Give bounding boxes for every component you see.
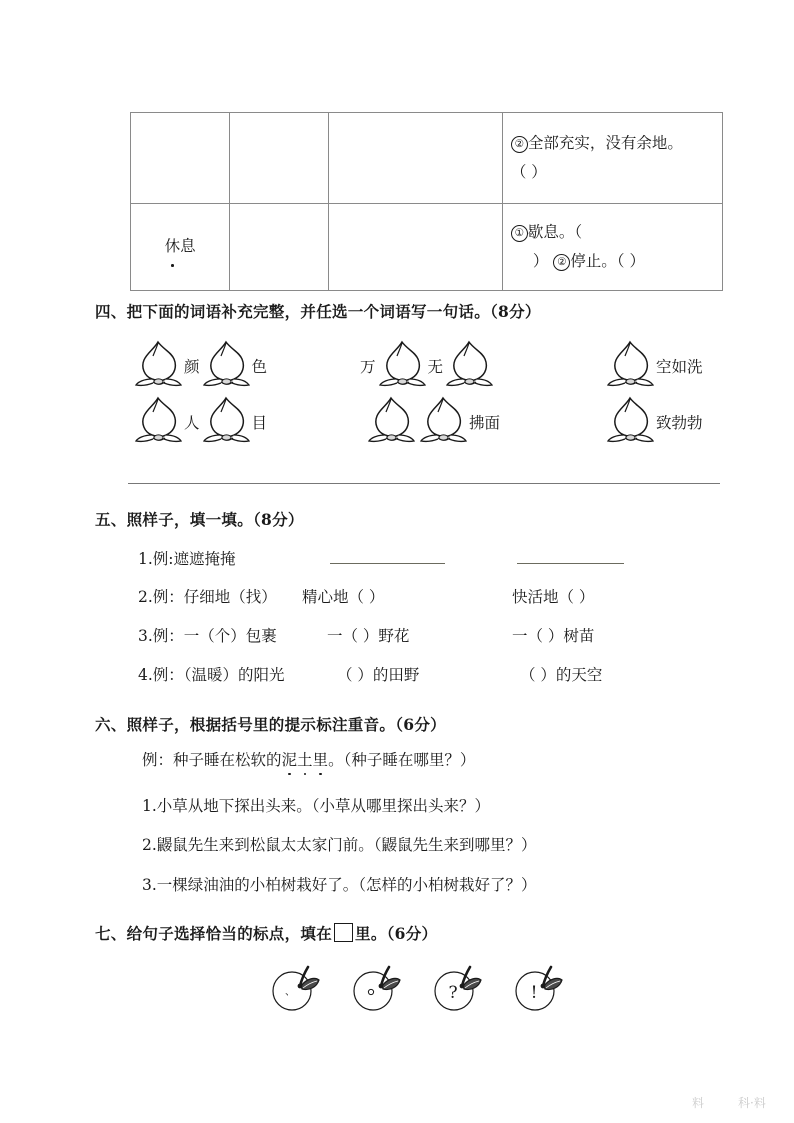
section4-group-1 [132,338,267,393]
table-cell-col2 [230,204,328,291]
apple-mark: ! [530,983,538,1003]
watermark-left: 料 [692,1096,705,1110]
word-first-char: 休 [165,232,181,261]
section6-item-2[interactable] [142,833,537,855]
section5-item-3-a[interactable]: 一（ ）野花 [327,627,410,645]
section5-item-3 [138,624,277,646]
heading-after: 里。（6分） [355,924,438,943]
section4-group-4 [132,394,267,449]
section4-heading: 四、把下面的词语补充完整，并任选一个词语写一句话。（8分） [95,302,541,321]
section4-char: 人 [184,413,200,432]
watermark-right: 科·料 [738,1096,766,1110]
item-number: 4. [138,666,153,684]
section4-char: 空如洗 [656,357,703,376]
peach-blank-icon[interactable] [417,394,469,449]
section7-heading [95,922,437,944]
peach-blank-icon[interactable] [132,338,184,393]
section6-item-3[interactable] [142,873,537,895]
section4-char: 色 [251,357,268,376]
section4-group-5 [365,394,500,449]
item-example: 例:遮遮掩掩 [152,550,236,568]
section5-item-2-b[interactable]: 快活地（ ） [512,588,595,606]
item-number: 3. [142,876,157,894]
section4-group-6 [604,394,703,449]
heading-before: 七、给句子选择恰当的标点，填在 [95,924,333,943]
peach-blank-icon[interactable] [365,394,417,449]
meaning-blank[interactable]: （ ） [510,163,547,181]
example-dotted: 泥土里 [282,751,329,769]
peach-blank-icon[interactable] [200,394,252,449]
table-row [131,204,723,291]
meaning-number: ① [511,225,528,242]
peach-blank-icon[interactable] [200,338,252,393]
apple-mark: 、 [285,987,295,998]
section5-item-2 [138,585,277,607]
meaning-text: 全部充实，没有余地。 [527,133,683,152]
table-cell-meaning [502,113,722,204]
section6-heading: 六、照样子，根据括号里的提示标注重音。（6分） [95,715,446,734]
answer-blank-line[interactable] [517,563,624,564]
table-cell-word [131,204,230,291]
vocabulary-table [130,112,723,291]
meaning-blank: ） [532,252,549,270]
section4-char: 无 [427,357,444,376]
section4-group-3 [604,338,703,393]
table-cell-col3 [328,204,502,291]
meaning-text: 歇息。（ [527,222,583,241]
peach-blank-icon[interactable] [604,394,656,449]
meaning-second[interactable] [511,247,714,276]
question-apple-icon[interactable] [430,958,485,1018]
section5-item-2-a[interactable]: 精心地（ ） [302,588,385,606]
item-number: 1. [142,797,157,815]
punctuation-apple-row [268,958,592,1018]
item-number: 2. [142,836,157,854]
section5-heading: 五、照样子，填一填。（8分） [95,510,304,529]
meaning2-number: ② [553,254,570,271]
meaning-number: ② [511,136,528,153]
section4-char: 万 [360,357,376,376]
item-text: 小草从地下探出头来。（小草从哪里探出头来？） [156,797,491,815]
table-cell-col3 [328,113,502,204]
comma-apple-icon[interactable] [268,958,323,1018]
peach-blank-icon[interactable] [604,338,656,393]
section5-item-4-b[interactable]: （ ）的天空 [520,666,603,684]
section5-item-1 [138,547,236,569]
table-cell-col2 [230,113,328,204]
item-text: 鼹鼠先生来到松鼠太太家门前。（鼹鼠先生来到哪里？） [156,836,537,854]
item-text: 一棵绿油油的小柏树栽好了。（怎样的小柏树栽好了？） [156,876,537,894]
section4-char: 致勃勃 [656,413,703,432]
meaning2-text: 停止。（ ） [570,252,645,270]
item-number: 3. [138,627,153,645]
section-divider [128,483,720,484]
answer-blank-line[interactable] [330,563,445,564]
section4-char: 拂面 [469,413,501,432]
table-cell-word [131,113,230,204]
period-apple-icon[interactable] [349,958,404,1018]
section4-char: 颜 [184,357,200,376]
apple-mark: ? [448,983,458,1003]
table-row [131,113,723,204]
item-example: 例：一（个）包裹 [152,627,277,645]
item-example: 例：（温暖）的阳光 [152,666,285,684]
section5-item-4 [138,663,285,685]
example-suffix: 。（种子睡在哪里？） [328,751,476,769]
section6-example [142,748,475,770]
section4-char: 目 [251,413,268,432]
item-number: 1. [138,550,153,568]
table-cell-meaning [502,204,722,291]
section5-item-4-a[interactable]: （ ）的田野 [337,666,420,684]
word-rest: 息 [180,237,196,256]
peach-blank-icon[interactable] [132,394,184,449]
example-prefix: 例：种子睡在松软的 [142,751,282,769]
answer-square-box[interactable] [334,923,353,942]
section6-item-1[interactable] [142,794,490,816]
item-example: 例：仔细地（找） [152,588,277,606]
peach-blank-icon[interactable] [376,338,428,393]
peach-blank-icon[interactable] [443,338,495,393]
item-number: 2. [138,588,153,606]
section4-group-2 [360,338,495,393]
section5-item-3-b[interactable]: 一（ ）树苗 [512,627,595,645]
exclamation-apple-icon[interactable] [511,958,566,1018]
